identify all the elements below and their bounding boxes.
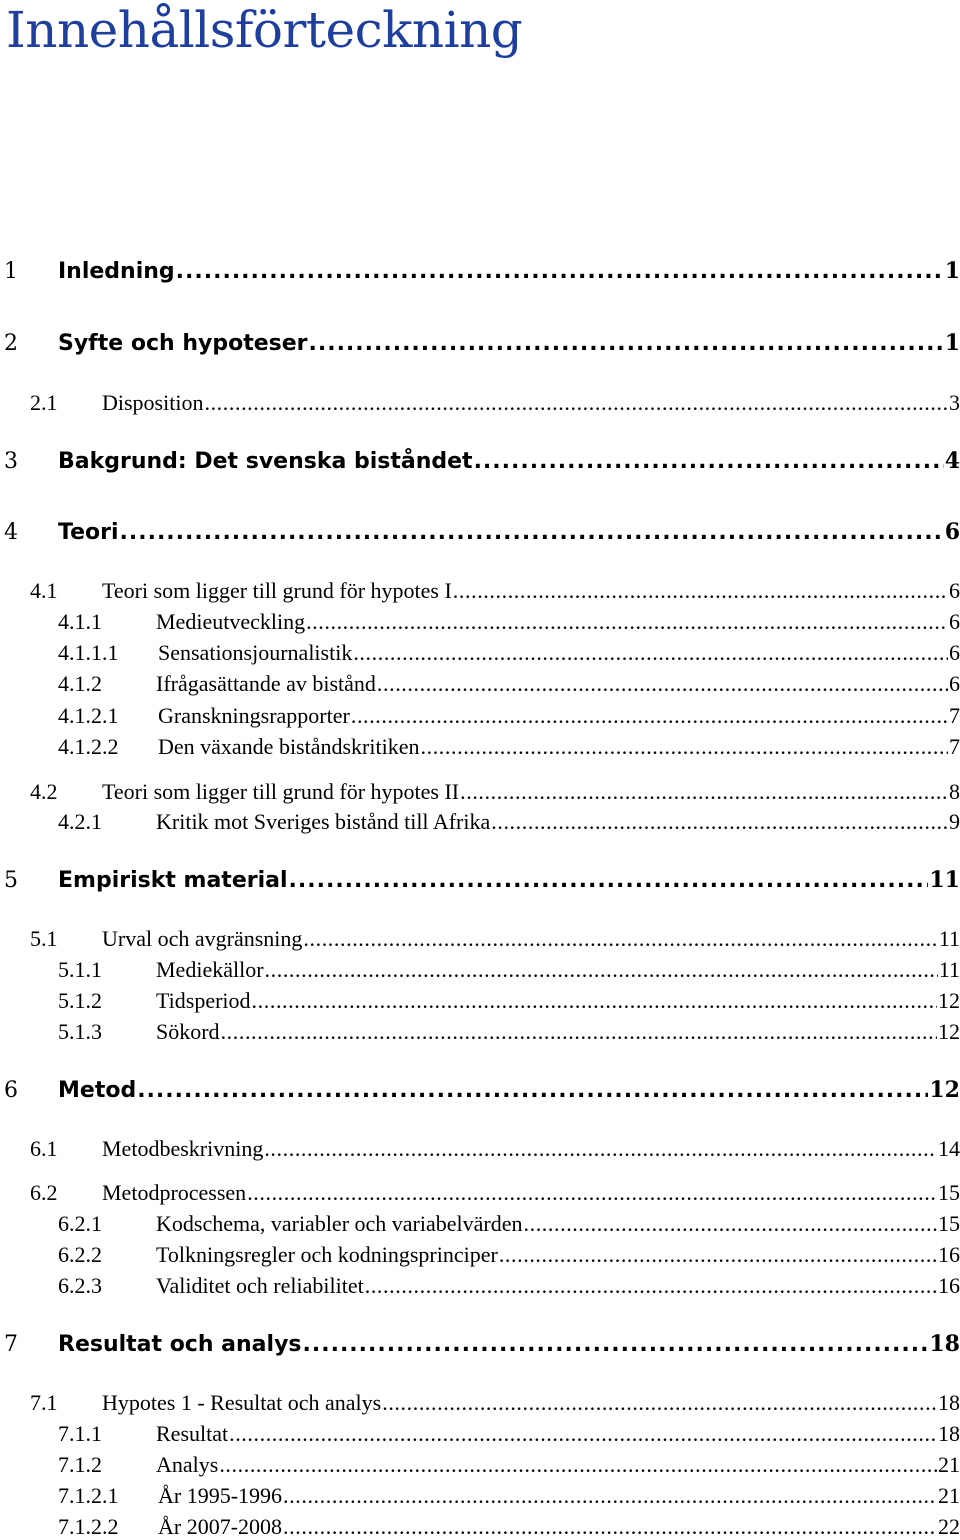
toc-entry-title: År 2007-2008 (158, 1514, 283, 1539)
toc-entry-number: 6.2.2 (58, 1242, 102, 1267)
toc-entry[interactable] (30, 390, 960, 416)
toc-leader-dots (221, 1019, 937, 1045)
toc-entry-page: 12 (929, 1077, 960, 1103)
toc-leader-dots (453, 578, 948, 604)
toc-entry-title: År 1995-1996 (158, 1483, 283, 1508)
toc-entry-page: 21 (938, 1483, 960, 1508)
toc-entry-number: 1 (4, 259, 18, 284)
toc-leader-dots (283, 1514, 937, 1540)
toc-entry[interactable] (30, 1136, 960, 1162)
page-title: Innehållsförteckning (6, 1, 523, 59)
toc-entry-title: Sökord (156, 1019, 220, 1044)
toc-entry[interactable] (4, 1331, 960, 1357)
toc-entry-number: 2.1 (30, 390, 58, 415)
toc-entry-title: Resultat och analys (58, 1332, 302, 1357)
toc-entry-title: Syfte och hypoteser (58, 331, 308, 356)
toc-entry-title: Ifrågasättande av bistånd (156, 671, 376, 696)
toc-entry[interactable] (58, 734, 960, 760)
toc-leader-dots (353, 640, 948, 666)
toc-entry[interactable] (58, 1421, 960, 1447)
toc-entry[interactable] (4, 867, 960, 893)
toc-entry-number: 6.2 (30, 1180, 58, 1205)
toc-leader-dots (499, 1242, 937, 1268)
toc-entry-page: 22 (938, 1514, 960, 1539)
toc-entry-page: 6 (949, 671, 960, 696)
toc-entry-title: Bakgrund: Det svenska biståndet (58, 449, 473, 474)
toc-entry[interactable] (58, 1019, 960, 1045)
toc-entry-number: 4.1.1 (58, 609, 102, 634)
toc-entry-title: Tolkningsregler och kodningsprinciper (156, 1242, 498, 1267)
toc-leader-dots (365, 1273, 937, 1299)
toc-entry[interactable] (30, 578, 960, 604)
toc-leader-dots (474, 449, 944, 474)
toc-entry-page: 11 (929, 867, 960, 893)
toc-entry-number: 4.1.2.1 (58, 703, 119, 728)
toc-entry-number: 6.2.1 (58, 1211, 102, 1236)
toc-leader-dots (421, 734, 949, 760)
toc-entry-page: 11 (938, 957, 960, 982)
toc-entry-number: 4 (4, 520, 18, 545)
toc-entry-page: 8 (949, 779, 960, 804)
toc-entry-number: 7.1.2 (58, 1452, 102, 1477)
toc-entry[interactable] (58, 1242, 960, 1268)
toc-entry-title: Metodbeskrivning (102, 1136, 264, 1161)
toc-entry-title: Teori som ligger till grund för hypotes I (102, 578, 452, 603)
toc-entry[interactable] (58, 1211, 960, 1237)
toc-entry-page: 18 (938, 1421, 960, 1446)
toc-entry-number: 7.1 (30, 1390, 58, 1415)
toc-entry-title: Teori som ligger till grund för hypotes II (102, 779, 460, 804)
toc-entry-number: 4.1 (30, 578, 58, 603)
toc-entry-number: 7.1.2.1 (58, 1483, 119, 1508)
toc-leader-dots (120, 520, 944, 545)
toc-entry-page: 1 (944, 330, 960, 356)
toc-entry[interactable] (4, 448, 960, 474)
toc-leader-dots (491, 809, 948, 835)
toc-entry[interactable] (58, 703, 960, 729)
toc-entry-title: Empiriskt material (58, 868, 288, 893)
toc-entry[interactable] (58, 609, 960, 635)
toc-entry-title: Hypotes 1 - Resultat och analys (102, 1390, 382, 1415)
toc-entry[interactable] (30, 779, 960, 805)
toc-entry-page: 18 (929, 1331, 960, 1357)
toc-entry[interactable] (58, 957, 960, 983)
toc-entry-title: Tidsperiod (156, 988, 251, 1013)
toc-entry-page: 15 (938, 1180, 960, 1205)
toc-entry-page: 9 (949, 809, 960, 834)
toc-entry-number: 3 (4, 449, 18, 474)
toc-entry-number: 2 (4, 331, 18, 356)
toc-entry-title: Analys (156, 1452, 219, 1477)
toc-leader-dots (252, 988, 937, 1014)
toc-entry-title: Kritik mot Sveriges bistånd till Afrika (156, 809, 491, 834)
toc-entry[interactable] (30, 1390, 960, 1416)
toc-leader-dots (176, 259, 944, 284)
toc-entry[interactable] (58, 1273, 960, 1299)
toc-entry[interactable] (30, 926, 960, 952)
toc-leader-dots (303, 1332, 929, 1357)
toc-entry-page: 15 (938, 1211, 960, 1236)
toc-entry[interactable] (4, 330, 960, 356)
toc-entry-page: 6 (944, 519, 960, 545)
toc-entry-page: 1 (944, 258, 960, 284)
toc-entry-number: 7.1.2.2 (58, 1514, 119, 1539)
toc-entry-title: Resultat (156, 1421, 229, 1446)
toc-leader-dots (283, 1483, 937, 1509)
toc-entry-page: 3 (949, 390, 960, 415)
toc-leader-dots (264, 1136, 937, 1162)
toc-entry-number: 7.1.1 (58, 1421, 102, 1446)
toc-leader-dots (265, 957, 938, 983)
toc-leader-dots (289, 868, 929, 893)
toc-leader-dots (377, 671, 948, 697)
toc-entry-number: 4.1.1.1 (58, 640, 119, 665)
toc-entry-number: 6 (4, 1078, 18, 1103)
toc-entry-title: Metodprocessen (102, 1180, 247, 1205)
toc-entry-page: 6 (949, 578, 960, 603)
toc-entry[interactable] (4, 1077, 960, 1103)
toc-entry[interactable] (58, 1514, 960, 1540)
toc-entry-title: Den växande biståndskritiken (158, 734, 420, 759)
toc-entry[interactable] (30, 1180, 960, 1206)
toc-leader-dots (219, 1452, 937, 1478)
toc-entry-page: 7 (949, 734, 960, 759)
toc-leader-dots (229, 1421, 937, 1447)
toc-entry-page: 21 (938, 1452, 960, 1477)
toc-entry[interactable] (58, 809, 960, 835)
toc-leader-dots (303, 926, 937, 952)
toc-entry-number: 6.2.3 (58, 1273, 102, 1298)
toc-entry-title: Disposition (102, 390, 204, 415)
toc-entry-number: 5.1.3 (58, 1019, 102, 1044)
toc-entry-page: 7 (949, 703, 960, 728)
toc-entry-title: Medieutveckling (156, 609, 306, 634)
toc-entry-page: 16 (938, 1273, 960, 1298)
toc-entry-page: 6 (949, 609, 960, 634)
toc-entry-number: 4.1.2 (58, 671, 102, 696)
toc-entry-number: 6.1 (30, 1136, 58, 1161)
toc-entry-page: 12 (938, 988, 960, 1013)
toc-entry-number: 4.2 (30, 779, 58, 804)
toc-leader-dots (137, 1078, 928, 1103)
toc-entry-page: 12 (938, 1019, 960, 1044)
toc-entry-title: Urval och avgränsning (102, 926, 303, 951)
toc-entry-number: 4.1.2.2 (58, 734, 119, 759)
toc-entry-page: 4 (944, 448, 960, 474)
toc-entry-title: Sensationsjournalistik (158, 640, 353, 665)
toc-leader-dots (524, 1211, 938, 1237)
toc-entry[interactable] (4, 258, 960, 284)
toc-entry-title: Inledning (58, 259, 175, 284)
toc-entry-number: 5.1.1 (58, 957, 102, 982)
toc-entry[interactable] (58, 1483, 960, 1509)
toc-entry[interactable] (4, 519, 960, 545)
toc-entry-page: 16 (938, 1242, 960, 1267)
toc-entry[interactable] (58, 671, 960, 697)
toc-entry-page: 6 (949, 640, 960, 665)
toc-entry-page: 11 (938, 926, 960, 951)
toc-entry-number: 7 (4, 1332, 18, 1357)
toc-entry-number: 4.2.1 (58, 809, 102, 834)
toc-entry-title: Kodschema, variabler och variabelvärden (156, 1211, 523, 1236)
toc-entry-number: 5 (4, 868, 18, 893)
toc-entry-page: 18 (938, 1390, 960, 1415)
toc-leader-dots (204, 390, 948, 416)
toc-leader-dots (309, 331, 944, 356)
toc-leader-dots (306, 609, 948, 635)
toc-leader-dots (351, 703, 948, 729)
toc-entry-title: Mediekällor (156, 957, 264, 982)
toc-entry-number: 5.1.2 (58, 988, 102, 1013)
toc-entry-title: Teori (58, 520, 119, 545)
toc-entry-page: 14 (938, 1136, 960, 1161)
toc-entry[interactable] (58, 1452, 960, 1478)
toc-leader-dots (382, 1390, 937, 1416)
toc-entry-title: Validitet och reliabilitet (156, 1273, 364, 1298)
toc-entry-title: Metod (58, 1078, 137, 1103)
toc-leader-dots (460, 779, 948, 805)
toc-entry-title: Granskningsrapporter (158, 703, 350, 728)
toc-leader-dots (247, 1180, 937, 1206)
toc-entry[interactable] (58, 640, 960, 666)
toc-entry[interactable] (58, 988, 960, 1014)
toc-entry-number: 5.1 (30, 926, 58, 951)
